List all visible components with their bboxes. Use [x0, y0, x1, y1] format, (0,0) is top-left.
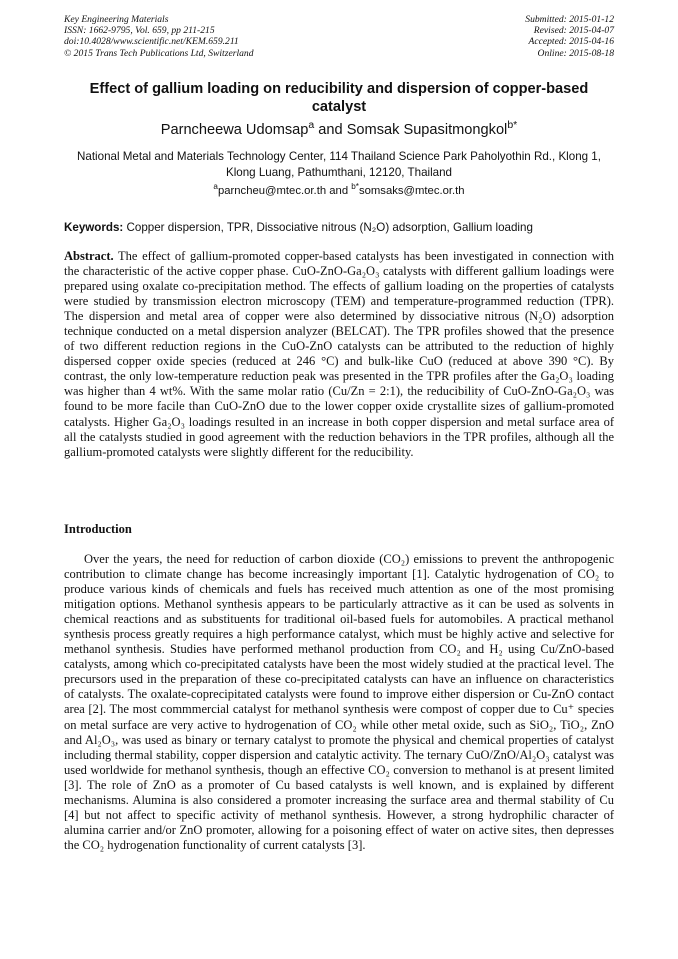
- revised-date: Revised: 2015-04-07: [533, 25, 614, 37]
- email-line: [62, 184, 616, 198]
- paper-title: Effect of gallium loading on reducibility and dispersion of copper-based catalyst: [89, 81, 589, 115]
- submitted-date: Submitted: 2015-01-12: [525, 14, 614, 25]
- keywords: [64, 220, 616, 235]
- copyright-line: © 2015 Trans Tech Publications Ltd, Switzerland: [64, 47, 254, 59]
- keywords-label: Keywords:: [64, 221, 124, 234]
- email-b[interactable]: somsaks@mtec.or.th: [358, 185, 465, 197]
- email-joiner: and: [326, 185, 352, 197]
- journal-name: Key Engineering Materials: [64, 14, 169, 25]
- author-2-affil-mark: b*: [507, 119, 518, 132]
- affiliation: National Metal and Materials Technology Center, 114 Thailand Science Park Paholyothin Rd., Klong 1, Klong Luang, Pathumthani, 12120, Thailand: [77, 150, 601, 179]
- abstract-text: The effect of gallium-promoted copper-based catalysts has been investigated in connection with the characteristic of the active copper phase. CuO-ZnO-Ga₂O₃ catalysts with different gallium loadings were prepared using oxalate co-precipitation method. The effects of gallium loading on the properties of catalysts were studied by transmission electron microscopy (TEM) and temperature-programmed reduction (TPR). The dispersion and metal area of copper were also determined by dissociative nitrous (N₂O) adsorption technique conducted on a metal dispersion analyzer (BELCAT). The TPR profiles showed that the presence of two different reduction regions in the CuO-ZnO catalysts can be attributed to the reduction of highly dispersed copper oxide species (reduced at 246 °C) and bulk-like CuO (reduced at above 390 °C). By contrast, the only low-temperature reduction peak was presented in the TPR profiles after the Ga₂O₃ loading was higher than 4 wt%. With the same molar ratio (Cu/Zn = 2:1), the reducibility of CuO-ZnO-Ga₂O₃ was found to be more facile than CuO-ZnO due to the lower copper oxide crystallite sizes of gallium-promoted catalysts. Higher Ga₂O₃ loadings resulted in an increase in both copper dispersion and metal surface area of all the catalysts studied in good agreement with the reduction behaviors in the TPR profiles, although all the gallium-promoted catalysts were slightly different for the reducibility.: [64, 249, 614, 459]
- issn-line: ISSN: 1662-9795, Vol. 659, pp 211-215: [64, 25, 215, 37]
- author-list: [62, 121, 616, 139]
- author-1: Parncheewa Udomsap: [160, 122, 309, 138]
- header-left: [64, 14, 254, 59]
- section-heading-introduction: Introduction: [64, 522, 132, 536]
- author-1-affil-mark: a: [308, 119, 315, 132]
- email-a-mark: a: [213, 182, 218, 192]
- doi-line: doi:10.4028/www.scientific.net/KEM.659.211: [64, 36, 239, 48]
- introduction-paragraph: Over the years, the need for reduction of carbon dioxide (CO₂) emissions to prevent the anthropogenic contribution to climate change has become increasingly important [1]. Catalytic hydrogenation of CO₂ to produce various kinds of chemicals and fuels has received much attention as one of the most promising mitigation options. Methanol synthesis appears to be particularly attractive as it can be used as solvents in chemical reactions and as substituents for traditional oil-based fuels for automobiles. A practical methanol synthesis process greatly requires a high performance catalyst, which must be highly active and selective for methanol synthesis. Studies have performed methanol production from CO₂ and H₂ using Cu/ZnO-based catalysts, among which co-precipitated catalysts have been the most widely studied at the practical level. The precursors used in the preparation of these co-precipitated catalysts can have an influence on characteristics of catalysts. The oxalate-coprecipitated catalysts were found to improve either dispersion or Cu-ZnO contact area [2]. The most commmercial catalyst for methanol synthesis were compost of copper due to Cu⁺ species on metal surface are very active to hydrogenation of CO₂ while other metal oxide, such as SiO₂, TiO₂, ZnO and Al₂O₃, was used as binary or ternary catalyst to promote the physical and chemical properties of catalyst including thermal stability, copper dispersion and catalytic activity. The ternary CuO/ZnO/Al₂O₃ catalyst was used worldwide for methanol synthesis, though an effective CO₂ conversion to methanol is at present limited [3]. The role of ZnO as a promoter of Cu based catalysts is well known, and is explained by different mechanisms. Alumina is also considered a promoter increasing the surface area and thermal stability of Cu [4] but not affect to specific activity of methanol synthesis. However, a strong hydrophilic character of alumina carrier and/or ZnO promoter, allowing for a poisoning effect of water on active sites, then depresses the CO₂ hydrogenation functionality of current catalysts [3].: [64, 552, 614, 852]
- author-joiner: and: [314, 122, 347, 138]
- keywords-text: Copper dispersion, TPR, Dissociative nitrous (N₂O) adsorption, Gallium loading: [126, 221, 533, 234]
- email-a[interactable]: parncheu@mtec.or.th: [217, 185, 327, 197]
- author-2: Somsak Supasitmongkol: [346, 122, 508, 138]
- header-right: [525, 14, 614, 59]
- abstract: [64, 249, 614, 460]
- abstract-label: Abstract.: [64, 249, 114, 263]
- accepted-date: Accepted: 2015-04-16: [528, 36, 614, 48]
- email-b-mark: b*: [351, 182, 359, 192]
- online-date: Online: 2015-08-18: [537, 47, 614, 59]
